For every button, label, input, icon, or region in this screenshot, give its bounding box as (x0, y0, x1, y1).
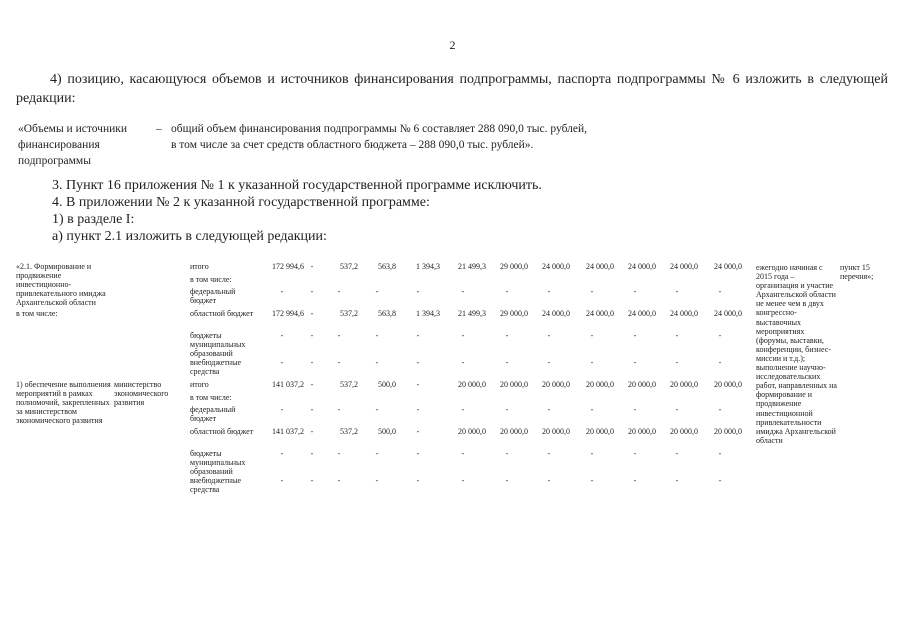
value-cell (396, 275, 440, 287)
value-cell: - (375, 476, 379, 485)
value-cell: - (718, 358, 722, 367)
value-cell: 537,2 (340, 427, 358, 436)
value-cell: 537,2 (340, 380, 358, 389)
value-cell (528, 275, 570, 287)
result-note: ежегодно начиная с 2015 года – организация и участие Архангельской области не менее чем в двух конгрессно-выставочных мероприятиях (форумы, выставки, конференции, бизнес-миссии и т.д.); выполнение научно-исследовательских работ, направленных на формирование и продвижение инвестиционной привлекательности имиджа Архангельской области (756, 263, 837, 445)
value-cell: 563,8 (378, 262, 396, 271)
value-cell (440, 275, 486, 287)
value-cell: - (310, 449, 314, 458)
value-cell: - (675, 476, 679, 485)
value-cell: - (416, 380, 420, 389)
value-cell: 21 499,3 (458, 262, 486, 271)
value-cell: - (675, 405, 679, 414)
value-cell: - (461, 449, 465, 458)
value-cell: 20 000,0 (500, 380, 528, 389)
value-cell: 20 000,0 (500, 427, 528, 436)
value-cell: 24 000,0 (670, 262, 698, 271)
value-cell: 563,8 (378, 309, 396, 318)
value-cell: - (310, 287, 314, 296)
executor (114, 262, 190, 380)
value-cell: 537,2 (340, 262, 358, 271)
value-cell: - (505, 476, 509, 485)
value-cell: - (590, 449, 594, 458)
funding-source: в том числе: (190, 393, 232, 402)
value-cell: - (633, 449, 637, 458)
value-cell (656, 275, 698, 287)
value-cell: - (416, 476, 420, 485)
subitem-a: а) пункт 2.1 изложить в следующей редакции: (52, 229, 327, 244)
value-cell: 20 000,0 (586, 380, 614, 389)
value-cell: - (505, 358, 509, 367)
value-cell: - (547, 358, 551, 367)
value-cell: - (280, 331, 284, 340)
funding-source: итого (190, 380, 209, 389)
value-cell: - (461, 405, 465, 414)
value-cell (614, 393, 656, 405)
value-cell: 20 000,0 (628, 427, 656, 436)
value-cell: 24 000,0 (542, 309, 570, 318)
row-title: 1) обеспечение выполнения мероприятий в рамках полномочий, закрепленных за министерством экономического развития (16, 380, 111, 425)
value-cell (486, 275, 528, 287)
value-cell: - (310, 427, 314, 436)
value-cell: - (337, 449, 341, 458)
value-cell (656, 393, 698, 405)
value-cell: - (547, 449, 551, 458)
value-cell: - (461, 358, 465, 367)
subitem-1: 1) в разделе I: (52, 212, 135, 227)
value-cell: - (375, 449, 379, 458)
value-cell: - (280, 287, 284, 296)
value-cell: 20 000,0 (714, 380, 742, 389)
value-cell: 24 000,0 (714, 309, 742, 318)
passport-dash: – (156, 123, 162, 135)
value-cell: - (280, 405, 284, 414)
value-cell: 20 000,0 (628, 380, 656, 389)
value-cell: - (310, 331, 314, 340)
value-cell: - (416, 358, 420, 367)
value-cell: 24 000,0 (586, 309, 614, 318)
value-cell: - (718, 405, 722, 414)
value-cell: 29 000,0 (500, 262, 528, 271)
value-cell: 537,2 (340, 309, 358, 318)
funding-source: областной бюджет (190, 309, 254, 318)
value-cell (528, 393, 570, 405)
value-cell: 24 000,0 (714, 262, 742, 271)
value-cell (358, 393, 396, 405)
funding-source: федеральный бюджет (190, 405, 236, 423)
funding-source: внебюджетные средства (190, 358, 241, 376)
value-cell: - (675, 331, 679, 340)
value-cell: - (280, 476, 284, 485)
value-cell: - (675, 449, 679, 458)
value-cell: - (337, 287, 341, 296)
value-cell: 24 000,0 (586, 262, 614, 271)
funding-source: внебюджетные средства (190, 476, 241, 494)
value-cell: - (461, 287, 465, 296)
funding-source: итого (190, 262, 209, 271)
value-cell (570, 275, 614, 287)
value-cell: - (547, 287, 551, 296)
value-cell: 20 000,0 (586, 427, 614, 436)
value-cell: - (375, 358, 379, 367)
passport-line-1: общий объем финансирования подпрограммы № 6 составляет 288 090,0 тыс. рублей, (171, 123, 588, 135)
value-cell (304, 393, 320, 405)
value-cell: 141 037,2 (272, 380, 304, 389)
value-cell: - (310, 309, 314, 318)
value-cell: - (590, 331, 594, 340)
value-cell: - (280, 358, 284, 367)
value-cell: - (590, 358, 594, 367)
value-cell (304, 275, 320, 287)
value-cell: - (505, 449, 509, 458)
passport-line-2: в том числе за счет средств областного бюджета – 288 090,0 тыс. рублей». (171, 139, 534, 151)
value-cell: - (547, 476, 551, 485)
value-cell (440, 393, 486, 405)
value-cell: 20 000,0 (714, 427, 742, 436)
value-cell: - (505, 331, 509, 340)
value-cell: - (633, 287, 637, 296)
value-cell (320, 275, 358, 287)
value-cell: - (337, 331, 341, 340)
value-cell: 1 394,3 (416, 309, 440, 318)
value-cell: - (461, 476, 465, 485)
row-title-cont: в том числе: (16, 309, 58, 318)
item-4: 4. В приложении № 2 к указанной государственной программе: (52, 195, 430, 210)
value-cell: - (633, 331, 637, 340)
value-cell (260, 275, 304, 287)
value-cell: - (375, 405, 379, 414)
funding-source: областной бюджет (190, 427, 254, 436)
value-cell: - (416, 287, 420, 296)
value-cell: - (718, 331, 722, 340)
value-cell: - (416, 331, 420, 340)
value-cell: - (337, 405, 341, 414)
value-cell: - (375, 287, 379, 296)
value-cell: - (375, 331, 379, 340)
value-cell: 21 499,3 (458, 309, 486, 318)
value-cell: - (718, 449, 722, 458)
value-cell: - (718, 287, 722, 296)
value-cell: - (547, 331, 551, 340)
value-cell: 500,0 (378, 380, 396, 389)
value-cell: - (416, 427, 420, 436)
value-cell: - (633, 358, 637, 367)
value-cell (698, 275, 742, 287)
passport-label: «Объемы и источники финансирования подпрограммы (18, 123, 127, 167)
value-cell: - (590, 476, 594, 485)
value-cell (396, 393, 440, 405)
value-cell: - (547, 405, 551, 414)
value-cell: 20 000,0 (670, 427, 698, 436)
value-cell: 172 994,6 (272, 262, 304, 271)
value-cell: 29 000,0 (500, 309, 528, 318)
paragraph-4: 4) позицию, касающуюся объемов и источников финансирования подпрограммы, паспорта подпрограммы № 6 изложить в следующей редакции: (16, 72, 888, 106)
value-cell (570, 393, 614, 405)
value-cell: - (633, 405, 637, 414)
value-cell: - (675, 358, 679, 367)
row-title-cont (16, 427, 114, 498)
value-cell: 24 000,0 (542, 262, 570, 271)
value-cell (486, 393, 528, 405)
value-cell (358, 275, 396, 287)
value-cell: 24 000,0 (670, 309, 698, 318)
value-cell (614, 275, 656, 287)
value-cell: - (590, 287, 594, 296)
row-title: «2.1. Формирование и продвижение инвестиционно-привлекательного имиджа Архангельской области (16, 262, 106, 307)
value-cell: 24 000,0 (628, 309, 656, 318)
value-cell: 24 000,0 (628, 262, 656, 271)
value-cell: - (337, 476, 341, 485)
value-cell (698, 393, 742, 405)
value-cell: - (310, 358, 314, 367)
value-cell (320, 393, 358, 405)
value-cell: 141 037,2 (272, 427, 304, 436)
value-cell: - (718, 476, 722, 485)
value-cell: 20 000,0 (542, 427, 570, 436)
value-cell: - (675, 287, 679, 296)
value-cell: 1 394,3 (416, 262, 440, 271)
value-cell: 172 994,6 (272, 309, 304, 318)
value-cell: - (337, 358, 341, 367)
value-cell: - (590, 405, 594, 414)
value-cell: - (310, 262, 314, 271)
funding-source: федеральный бюджет (190, 287, 236, 305)
value-cell: 20 000,0 (458, 380, 486, 389)
value-cell: - (416, 449, 420, 458)
value-cell: - (633, 476, 637, 485)
value-cell: 500,0 (378, 427, 396, 436)
funding-source: бюджеты муниципальных образований (190, 449, 246, 476)
value-cell: 20 000,0 (542, 380, 570, 389)
value-cell (260, 393, 304, 405)
value-cell: - (280, 449, 284, 458)
value-cell: - (461, 331, 465, 340)
value-cell: - (310, 405, 314, 414)
funding-source: в том числе: (190, 275, 232, 284)
value-cell: 20 000,0 (670, 380, 698, 389)
executor: министерство экономического развития (114, 380, 169, 407)
page-number: 2 (449, 38, 456, 52)
value-cell: 20 000,0 (458, 427, 486, 436)
value-cell: - (310, 380, 314, 389)
value-cell: - (505, 287, 509, 296)
link-note: пункт 15 перечня»; (840, 263, 874, 282)
value-cell: - (416, 405, 420, 414)
value-cell: - (505, 405, 509, 414)
value-cell: - (310, 476, 314, 485)
item-3: 3. Пункт 16 приложения № 1 к указанной государственной программе исключить. (52, 178, 542, 193)
funding-source: бюджеты муниципальных образований (190, 331, 246, 358)
